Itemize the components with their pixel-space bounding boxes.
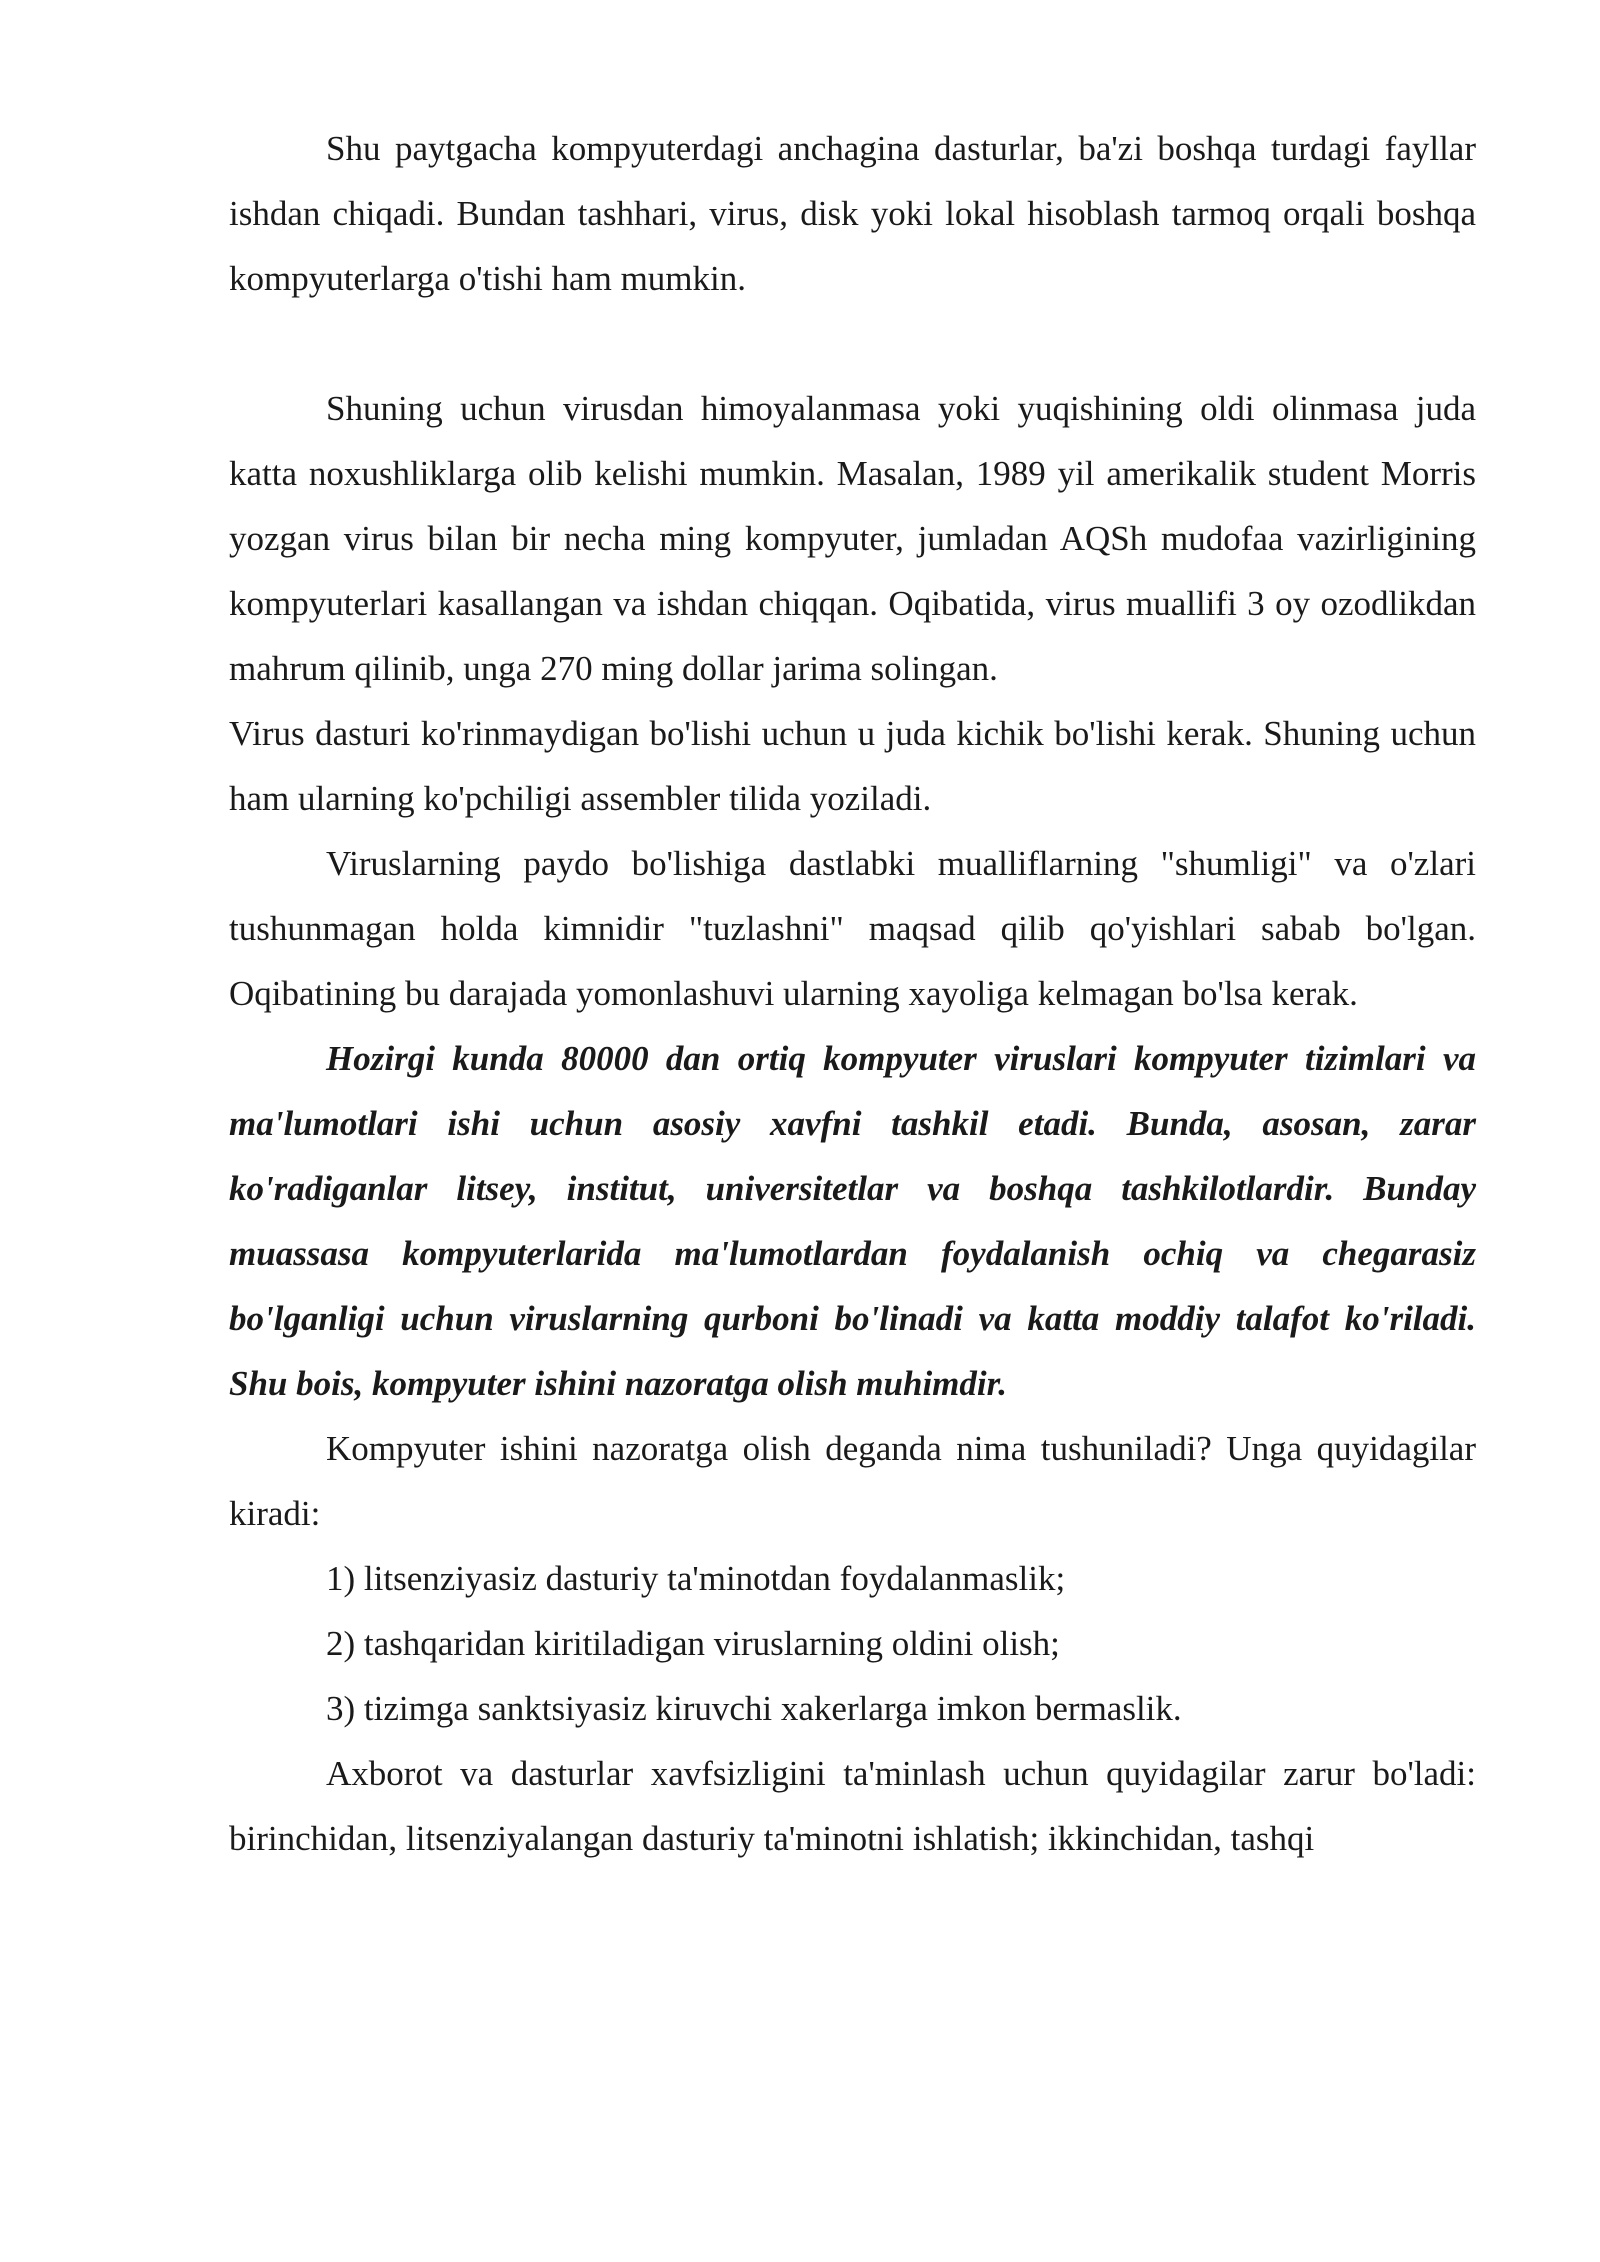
paragraph-4: Viruslarning paydo bo'lishiga dastlabki mualliflarning "shumligi" va o'zlari tushunmagan holda kimnidir "tuzlashni" maqsad qilib qo'yishlari sabab bo'lgan. Oqibatining bu darajada yomonlashuvi ularning xayoliga kelmagan bo'lsa kerak. — [229, 844, 1476, 1013]
paragraph-2: Shuning uchun virusdan himoyalanmasa yoki yuqishining oldi olinmasa juda katta noxushliklarga olib kelishi mumkin. Masalan, 1989 yil amerikalik student Morris yozgan virus bilan bir necha ming kompyuter, jumladan AQSh mudofaa vazirligining kompyuterlari kasallangan va ishdan chiqqan. Oqibatida, virus muallifi 3 oy ozodlikdan mahrum qilinib, unga 270 ming dollar jarima solingan. — [229, 389, 1476, 688]
paragraph-gap — [229, 311, 1476, 376]
document-page — [229, 116, 1476, 1871]
list-item: 3) tizimga sanktsiyasiz kiruvchi xakerlarga imkon bermaslik. — [326, 1689, 1182, 1728]
paragraph-6: Kompyuter ishini nazoratga olish deganda nima tushuniladi? Unga quyidagilar kiradi: — [229, 1429, 1476, 1533]
list-item: 1) litsenziyasiz dasturiy ta'minotdan foydalanmaslik; — [326, 1559, 1066, 1598]
paragraph-1: Shu paytgacha kompyuterdagi anchagina dasturlar, ba'zi boshqa turdagi fayllar ishdan chiqadi. Bundan tashhari, virus, disk yoki lokal hisoblash tarmoq orqali boshqa kompyuterlarga o'tishi ham mumkin. — [229, 129, 1476, 298]
paragraph-7: Axborot va dasturlar xavfsizligini ta'minlash uchun quyidagilar zarur bo'ladi: birinchidan, litsenziyalangan dasturiy ta'minotni ishlatish; ikkinchidan, tashqi — [229, 1754, 1476, 1858]
paragraph-3: Virus dasturi ko'rinmaydigan bo'lishi uchun u juda kichik bo'lishi kerak. Shuning uchun ham ularning ko'pchiligi assembler tilida yoziladi. — [229, 714, 1476, 818]
list-item: 2) tashqaridan kiritiladigan viruslarning oldini olish; — [326, 1624, 1060, 1663]
paragraph-5-emphasis: Hozirgi kunda 80000 dan ortiq kompyuter viruslari kompyuter tizimlari va ma'lumotlari ishi uchun asosiy xavfni tashkil etadi. Bunda, asosan, zarar ko'radiganlar litsey, institut, universitetlar va boshqa tashkilotlardir. Bunday muassasa kompyuterlarida ma'lumotlardan foydalanish ochiq va chegarasiz bo'lganligi uchun viruslarning qurboni bo'linadi va katta moddiy talafot ko'riladi. Shu bois, kompyuter ishini nazoratga olish muhimdir. — [229, 1039, 1476, 1403]
